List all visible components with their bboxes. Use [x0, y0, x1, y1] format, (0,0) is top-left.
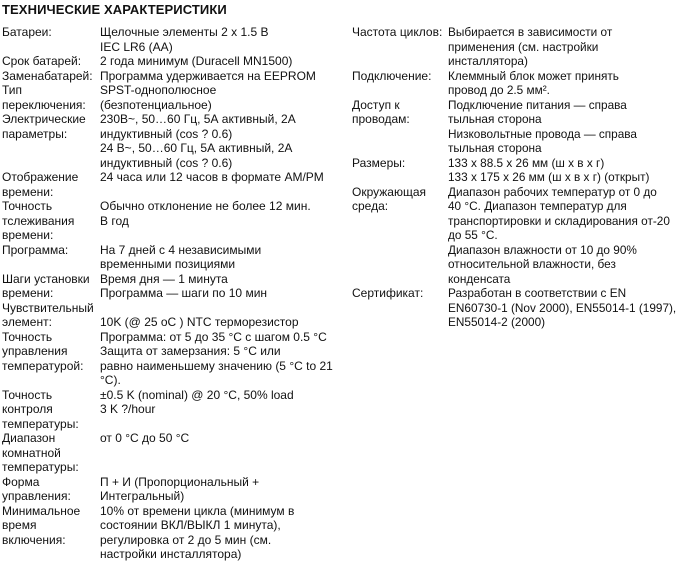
spec-row-environment: [352, 185, 681, 287]
spec-label: Точность управления температурой:: [2, 329, 84, 373]
spec-row-temperature-accuracy: [2, 388, 338, 432]
spec-value: На 7 дней с 4 независимыми временными позициями: [100, 242, 262, 271]
spec-row-switch-type: [2, 83, 338, 112]
spec-value: Программа удерживается на EEPROM: [100, 68, 316, 83]
spec-row-electrical: [2, 112, 338, 170]
spec-value: от 0 °C до 50 °C: [100, 431, 190, 445]
spec-label: Шаги установки времени:: [2, 271, 90, 300]
spec-row-cycle-rate: [352, 25, 681, 69]
spec-label: Сертификат:: [352, 286, 424, 300]
page-title: ТЕХНИЧЕСКИЕ ХАРАКТЕРИСТИКИ: [2, 2, 227, 17]
right-spec-column: [352, 25, 681, 330]
spec-row-certificate: [352, 286, 681, 330]
spec-label: Частота циклов:: [352, 25, 443, 39]
spec-label: Батареи:: [2, 25, 52, 39]
spec-row-room-temperature-range: [2, 431, 338, 475]
spec-label: Точность тслеживания времени:: [2, 199, 75, 242]
spec-row-control-form: [2, 475, 338, 504]
spec-label: Точность контроля температуры:: [2, 387, 79, 431]
spec-label: Доступ к проводам:: [352, 97, 410, 126]
spec-value: Выбирается в зависимости от применения (см. настройки инсталлятора): [448, 25, 613, 68]
spec-value: Разработан в соответствии с EN EN60730-1 (Nov 2000), EN55014-1 (1997), EN55014-2 (2000): [448, 286, 677, 329]
spec-row-dimensions: [352, 156, 681, 185]
spec-row-time-display: [2, 170, 338, 199]
spec-value: 133 x 88.5 x 26 мм (ш x в x г) 133 x 175 x 26 мм (ш x в x г) (открыт): [448, 155, 650, 184]
spec-row-time-steps: [2, 272, 338, 301]
spec-label: Окружающая среда:: [352, 184, 427, 213]
spec-label: Диапазон комнатной температуры:: [2, 431, 79, 474]
spec-label: Электрические параметры:: [2, 112, 86, 141]
spec-value: 230В~, 50…60 Гц, 5А активный, 2А индуктивный (cos ? 0.6) 24 В~, 50…60 Гц, 5А активный, 2А индуктивный (cos ? 0.6): [100, 112, 296, 170]
spec-label: Программа:: [2, 242, 69, 257]
spec-value: 24 часа или 12 часов в формате AM/PM: [100, 170, 324, 184]
spec-value: Подключение питания — справа тыльная сторона Низковольтные провода — справа тыльная сторона: [448, 97, 637, 155]
spec-value: ±0.5 K (nominal) @ 20 °C, 50% load 3 K ?/hour: [100, 387, 294, 416]
spec-label: Заменабатарей:: [2, 68, 93, 83]
spec-value: Время дня — 1 минута Программа — шаги по 10 мин: [100, 271, 268, 300]
spec-label: Минимальное время включения:: [2, 503, 81, 547]
spec-value: Диапазон рабочих температур от 0 до 40 °C. Диапазон температур для транспортировки и складирования от-20 до 55 °C. Диапазон влажности от 10 до 90% относительной влажности, без конденсата: [448, 184, 670, 286]
spec-row-sensor: [2, 301, 338, 330]
spec-value: 2 года минимум (Duracell MN1500): [100, 54, 293, 68]
spec-value: Клеммный блок может принять провод до 2.5 мм².: [448, 68, 619, 97]
spec-row-control-accuracy: [2, 330, 338, 388]
spec-label: Срок батарей:: [2, 54, 82, 68]
spec-value: 10% от времени цикла (минимум в состоянии ВКЛ/ВЫКЛ 1 минута), регулировка от 2 до 5 мин (см. настройки инсталлятора): [100, 503, 295, 561]
spec-value: Программа: от 5 до 35 °C с шагом 0.5 °C Защита от замерзания: 5 °C или равно наименьшему значению (5 °C to 21 °C).: [100, 329, 333, 387]
spec-label: Форма управления:: [2, 474, 71, 503]
spec-label: Размеры:: [352, 155, 406, 170]
spec-value: Обычно отклонение не более 12 мин. В год: [100, 199, 311, 228]
spec-row-battery-life: [2, 54, 338, 69]
spec-value: SPST-однополюсное (безпотенциальное): [100, 83, 217, 112]
spec-label: Подключение:: [352, 68, 432, 83]
spec-label: Отображение времени:: [2, 170, 79, 199]
spec-row-program: [2, 243, 338, 272]
spec-label: Чувствительный элемент:: [2, 300, 94, 329]
spec-label: Тип переключения:: [2, 83, 86, 112]
spec-row-battery-replacement: [2, 69, 338, 84]
spec-value: 10K (@ 25 oC ) NTC терморезистор: [100, 315, 299, 329]
spec-row-batteries: [2, 25, 338, 54]
spec-value: Щелочные элементы 2 x 1.5 В IEC LR6 (AA): [100, 25, 269, 54]
spec-value: П + И (Пропорциональный + Интегральный): [100, 474, 260, 503]
spec-row-wire-access: [352, 98, 681, 156]
spec-row-time-accuracy: [2, 199, 338, 243]
spec-row-connection: [352, 69, 681, 98]
left-spec-column: [2, 25, 338, 562]
